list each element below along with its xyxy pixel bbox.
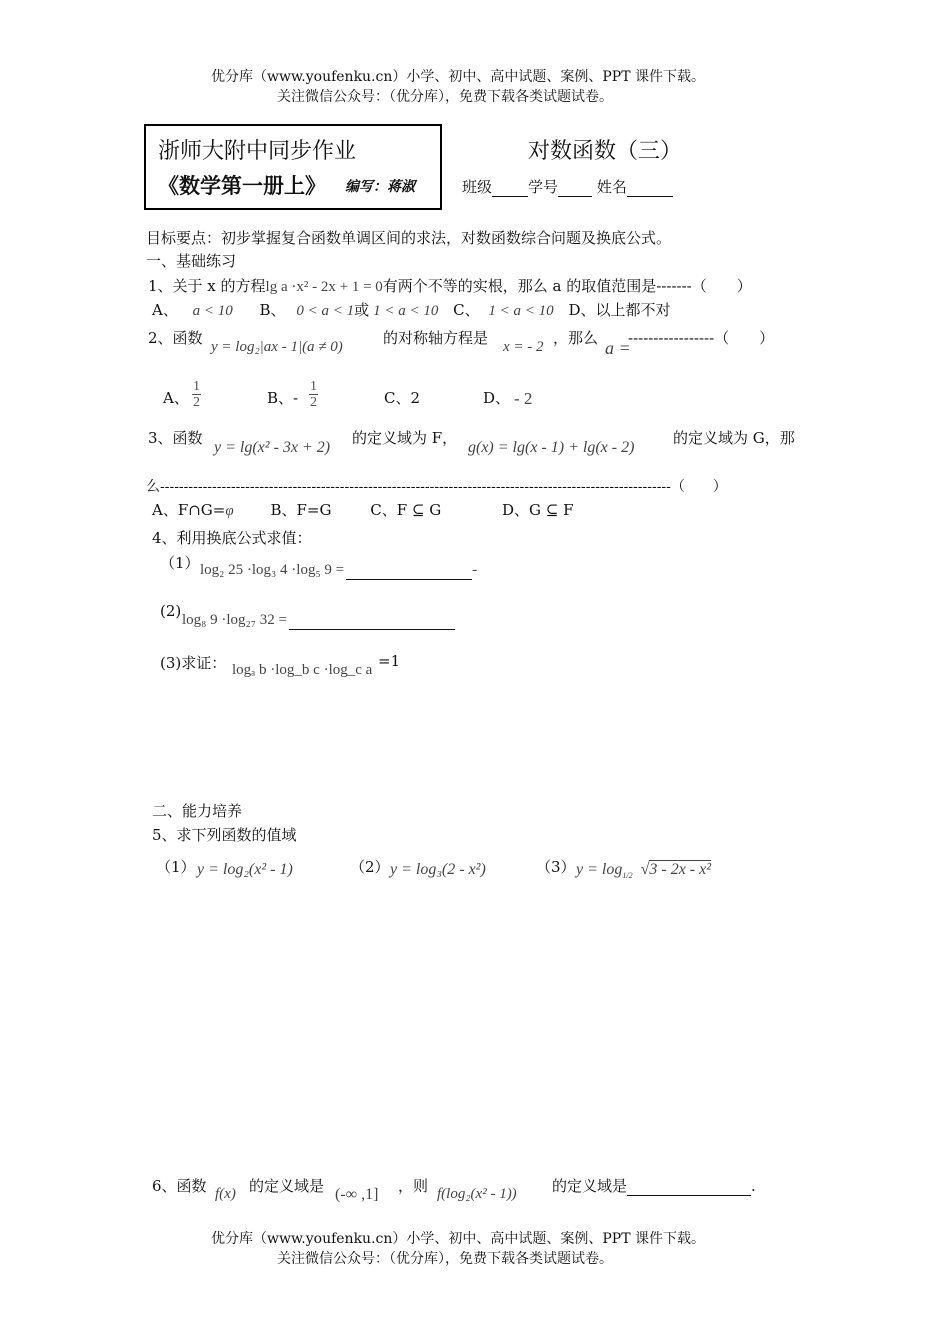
id-blank[interactable] (558, 178, 592, 197)
q4-part3-expr: logₐ b ·log_b c ·log_c a (232, 662, 373, 678)
q1-option-a-label: A、 (152, 301, 178, 319)
header-line-2: 关注微信公众号：（优分库），免费下载各类试题试卷。 (277, 89, 613, 105)
q1-stem-b: 有两个不等的实根，那么 a 的取值范围是-------（ ） (382, 277, 752, 295)
q4-part1-tail: - (472, 562, 478, 578)
q4-part1-expr: log₂ 25 ·log₃ 4 ·log₅ 9 = (200, 562, 345, 578)
q6-answer-blank[interactable] (627, 1177, 751, 1196)
q3-stem-c: 的定义域为 G，那 (673, 429, 795, 447)
q2-option-a-frac (192, 379, 201, 410)
q1-option-d: D、以上都不对 (568, 301, 671, 319)
q1-option-b-1: 0 < a < 1 (296, 303, 355, 319)
q6-stem-b: 的定义域是 (249, 1177, 325, 1195)
q3-stem-d: 么------------------------------------------------------------------------------------------------------------（ ） (146, 479, 727, 495)
q2-option-d-label: D、 (483, 389, 511, 407)
q2-stem-b: 的对称轴方程是 (383, 329, 489, 347)
q2-func-expr: y = log₂|ax - 1| (211, 339, 303, 355)
editor-credit: 编写：蒋淑 (345, 179, 415, 195)
q2-function (211, 339, 343, 356)
q1-option-c-label: C、 (453, 301, 480, 319)
question-1-options (152, 299, 670, 320)
q6-fcomp: f(log₂(x² - 1)) (437, 1186, 517, 1202)
q2-var-a: a = (605, 338, 631, 358)
q5-part1: y = log₂(x² - 1) (197, 861, 293, 878)
q3-func-y: y = lg(x² - 3x + 2) (214, 439, 331, 456)
q5-part3-log: y = log (576, 861, 623, 878)
q1-option-c: 1 < a < 10 (488, 303, 554, 319)
school-title: 浙师大附中同步作业 (158, 139, 357, 164)
q4-part3-label: (3)求证： (160, 654, 227, 672)
q2-option-b-label: B、- (267, 389, 299, 407)
q4-part1-blank[interactable] (346, 562, 472, 580)
q1-option-b-2: 1 < a < 10 (373, 303, 439, 319)
q3-stem-b: 的定义域为 F， (352, 429, 458, 447)
question-3-options (152, 499, 574, 520)
q2-axis: x = - 2 (503, 339, 544, 355)
q5-part1-label: （1） (156, 858, 196, 876)
q5-radical-sign: √ (640, 861, 650, 878)
q3-option-c: C、F ⊆ G (370, 501, 442, 519)
book-title: 《数学第一册上》 (158, 174, 326, 198)
question-1-stem (148, 275, 752, 296)
student-info-line (462, 176, 673, 197)
q6-stem-d: 的定义域是 (552, 1177, 628, 1195)
q1-option-b-or: 或 (354, 301, 370, 319)
q3-func-g: g(x) = lg(x - 1) + lg(x - 2) (468, 439, 635, 456)
q4-part1 (200, 562, 477, 580)
q4-part1-label: （1） (160, 554, 200, 572)
q1-equation: lg a ·x² - 2x + 1 = 0 (265, 279, 383, 295)
q4-part2-expr: log₈ 9 ·log₂₇ 32 = (182, 612, 287, 628)
name-label: 姓名 (596, 178, 627, 196)
id-label: 学号 (528, 178, 559, 196)
q2-stem-c: ，那么 (553, 329, 599, 347)
header-line-1: 优分库（www.youfenku.cn）小学、初中、高中试题、案例、PPT 课件下载。 (211, 69, 706, 85)
q4-part2-label: (2) (160, 602, 182, 620)
class-label: 班级 (462, 178, 493, 196)
q6-domain: (-∞ ,1] (335, 1186, 379, 1203)
footer-line-1: 优分库（www.youfenku.cn）小学、初中、高中试题、案例、PPT 课件下载。 (211, 1231, 706, 1247)
q6-fx: f(x) (215, 1186, 236, 1202)
q6-tail: . (751, 1177, 756, 1195)
q2-option-d: - 2 (514, 389, 533, 408)
q5-part3-base: 1/2 (622, 871, 633, 881)
q2-option-b-frac (309, 379, 318, 410)
q2-stem-a: 2、函数 (148, 329, 203, 347)
q5-part3-radicand: 3 - 2x - x² (649, 861, 712, 878)
q4-part2 (182, 612, 455, 630)
q5-part3 (576, 861, 711, 880)
q2-a-num: 1 (193, 379, 200, 394)
q3-option-a: A、F∩G= (152, 501, 226, 519)
q1-option-b-label: B、 (259, 301, 286, 319)
goal-text: 目标要点：初步掌握复合函数单调区间的求法，对数函数综合问题及换底公式。 (146, 229, 672, 247)
q2-condition: (a ≠ 0) (302, 339, 343, 355)
footer-line-2: 关注微信公众号：（优分库），免费下载各类试题试卷。 (277, 1251, 613, 1267)
q4-part3-rhs: =1 (378, 652, 401, 670)
q6-stem-d-line (552, 1175, 756, 1196)
q2-option-c: C、2 (384, 389, 421, 407)
q4-part2-blank[interactable] (289, 612, 455, 630)
q4-stem: 4、利用换底公式求值： (152, 529, 312, 547)
q2-b-den: 2 (310, 395, 317, 410)
q5-part3-label: （3） (536, 858, 576, 876)
topic-title: 对数函数（三） (528, 139, 683, 164)
q5-part2-label: （2） (350, 858, 390, 876)
q2-dashes: -----------------（ ） (628, 329, 775, 347)
section-1-heading: 一、基础练习 (146, 252, 237, 270)
class-blank[interactable] (492, 178, 528, 197)
q3-option-d: D、G ⊆ F (502, 501, 574, 519)
q3-option-b: B、F=G (270, 501, 332, 519)
section-2-heading: 二、能力培养 (152, 802, 243, 820)
q3-stem-a: 3、函数 (148, 429, 203, 447)
q5-stem: 5、求下列函数的值域 (152, 826, 297, 844)
name-blank[interactable] (627, 178, 673, 197)
q2-a-den: 2 (193, 395, 200, 410)
q1-option-a: a < 10 (192, 303, 233, 319)
q6-stem-a: 6、函数 (152, 1177, 207, 1195)
q2-b-num: 1 (310, 379, 317, 394)
q2-option-a-label: A、 (163, 389, 189, 407)
q1-stem-a: 1、关于 x 的方程 (148, 277, 266, 295)
q5-part2: y = log₃(2 - x²) (390, 861, 486, 878)
q6-stem-c: ，则 (398, 1177, 429, 1195)
q3-option-a-symbol: φ (225, 503, 234, 519)
